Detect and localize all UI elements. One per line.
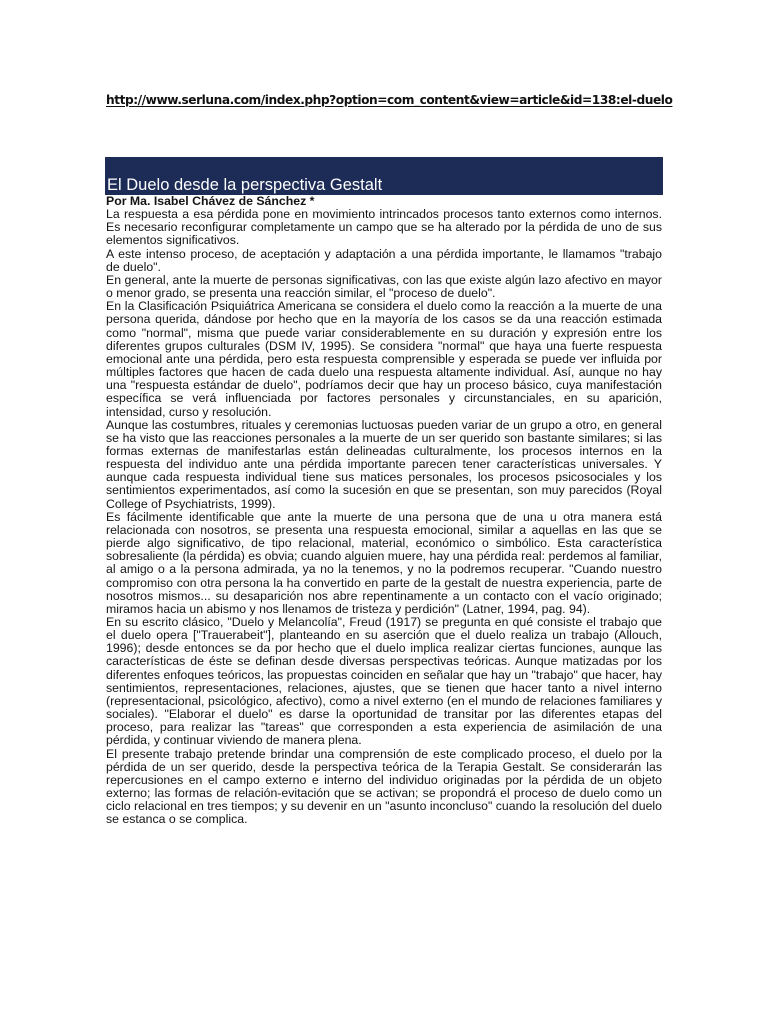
paragraph: La respuesta a esa pérdida pone en movimiento intrincados procesos tanto externos como internos. Es necesario reconfigurar completamente un campo que se ha alterado por la pérdida de uno de sus elementos significativos. bbox=[106, 207, 662, 248]
paragraph: En general, ante la muerte de personas significativas, con las que existe algún lazo afectivo en mayor o menor grado, se presenta una reacción similar, el "proceso de duelo". bbox=[106, 272, 662, 301]
article-title: El Duelo desde la perspectiva Gestalt bbox=[107, 176, 383, 194]
source-url-link[interactable]: http://www.serluna.com/index.php?option=com_content&view=article&id=138:el-duelo bbox=[106, 93, 673, 107]
paragraph: En la Clasificación Psiquiátrica Americana se considera el duelo como la reacción a la muerte de una persona querida, dándose por hecho que en la mayoría de los casos se da una reacción estimada como "normal", misma que puede variar considerablemente en su duración y expresión entre los diferentes grupos culturales (DSM IV, 1995). Se considera "normal" que haya una fuerte respuesta emocional ante una pérdida, pero esta respuesta comprensible y esperada se puede ver influida por múltiples factores que hacen de cada duelo una respuesta altamente individual. Así, aunque no hay una "respuesta estándar de duelo", podríamos decir que hay un proceso básico, cuya manifestación específica se verá influenciada por factores personales y circunstanciales, en su aparición, intensidad, curso y resolución. bbox=[106, 299, 662, 419]
author-byline: Por Ma. Isabel Chávez de Sánchez * bbox=[106, 194, 315, 208]
article-body bbox=[106, 195, 662, 827]
title-banner bbox=[105, 157, 663, 195]
paragraph: Es fácilmente identificable que ante la muerte de una persona que de una u otra manera está relacionada con nosotros, se presenta una respuesta emocional, similar a aquellas en las que se pierde algo significativo, de tipo relacional, material, económico o simbólico. Esta característica sobresaliente (la pérdida) es obvia; cuando alguien muere, hay una pérdida real: perdemos al familiar, al amigo o a la persona admirada, ya no la tenemos, y no la podremos recuperar. "Cuando nuestro compromiso con otra persona la ha convertido en parte de la gestalt de nuestra experiencia, parte de nosotros mismos... su desaparición nos abre repentinamente a un contacto con el vacío originado; miramos hacia un abismo y nos llenamos de tristeza y perdición" (Latner, 1994, pag. 94). bbox=[106, 509, 662, 616]
paragraph: Aunque las costumbres, rituales y ceremonias luctuosas pueden variar de un grupo a otro, en general se ha visto que las reacciones personales a la muerte de un ser querido son bastante similares; si las formas externas de manifestarlas están delineadas culturalmente, los procesos internos en la respuesta del individuo ante una pérdida importante parecen tener características universales. Y aunque cada respuesta individual tiene sus matices personales, los procesos psicosociales y los sentimientos experimentados, así como la sucesión en que se presentan, son muy parecidos (Royal College of Psychiatrists, 1999). bbox=[106, 417, 662, 511]
paragraph: El presente trabajo pretende brindar una comprensión de este complicado proceso, el duelo por la pérdida de un ser querido, desde la perspectiva teórica de la Terapia Gestalt. Se considerarán las repercusiones en el campo externo e interno del individuo originadas por la pérdida de un objeto externo; las formas de relación-evitación que se activan; se propondrá el proceso de duelo como un ciclo relacional en tres tiempos; y su devenir en un "asunto inconcluso" cuando la resolución del duelo se estanca o se complica. bbox=[106, 746, 662, 827]
paragraph: A este intenso proceso, de aceptación y adaptación a una pérdida importante, le llamamos "trabajo de duelo". bbox=[106, 246, 662, 274]
paragraph: En su escrito clásico, "Duelo y Melancolía", Freud (1917) se pregunta en qué consiste el trabajo que el duelo opera ["Trauerabeit"], planteando en su aserción que el duelo realiza un trabajo (Allouch, 1996); desde entonces se da por hecho que el duelo implica realizar ciertas funciones, aunque las características de éste se definan desde diversas perspectivas teóricas. Aunque matizadas por los diferentes enfoques teóricos, las propuestas coinciden en señalar que hay un "trabajo" que hacer, hay sentimientos, representaciones, relaciones, ajustes, que se tienen que hacer tanto a nivel interno (representacional, psicológico, afectivo), como a nivel externo (en el mundo de relaciones familiares y sociales). "Elaborar el duelo" es darse la oportunidad de transitar por las diferentes etapas del proceso, para realizar las "tareas" que corresponden a esta experiencia de asimilación de una pérdida, y continuar viviendo de manera plena. bbox=[106, 615, 662, 748]
